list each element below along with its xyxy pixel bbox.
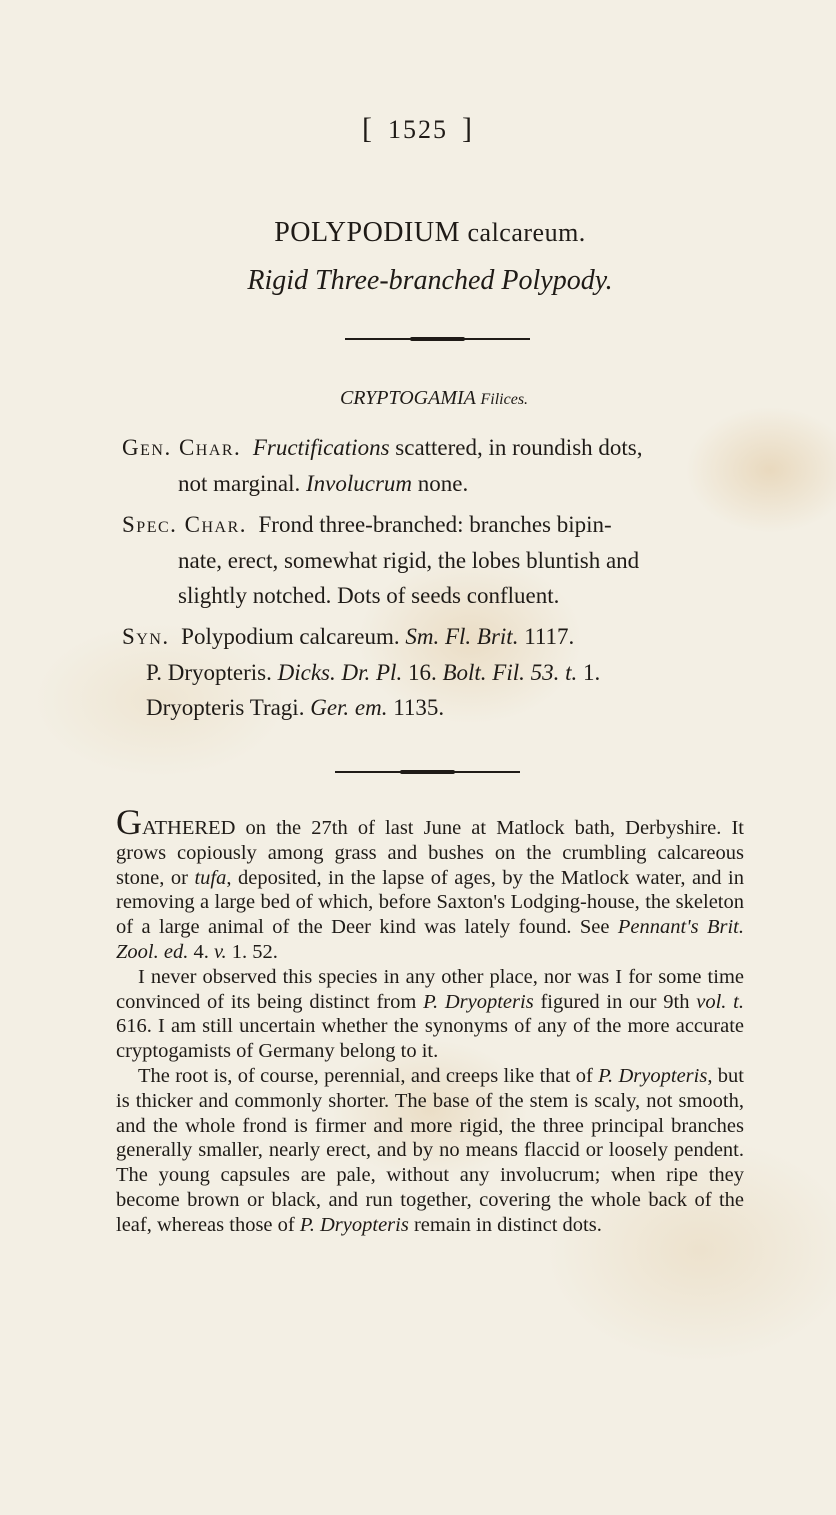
syn-num-1: 1117. xyxy=(518,624,575,649)
drop-cap: G xyxy=(116,802,142,842)
gen-char-term-2: Involucrum xyxy=(305,470,413,496)
syn-ref-2: Dicks. Dr. Pl. xyxy=(277,659,403,685)
syn-ref-3: Bolt. Fil. 53. t. xyxy=(442,659,578,685)
page-number xyxy=(0,112,836,146)
syn-name-1: Polypodium calcareum. xyxy=(181,624,406,649)
spec-char-line-2: nate, erect, somewhat rigid, the lobes bluntish and xyxy=(178,547,640,573)
p1-reference: Pennant's Brit. Zool. ed. xyxy=(116,916,744,963)
p2-text-c: 616. I am still uncertain whether the synonyms of any of the more accurate cryptogamists of Germany belong to it. xyxy=(116,1015,744,1063)
common-name: Rigid Three-branched Polypody. xyxy=(247,265,613,296)
gen-char-label: Gen. Char. xyxy=(122,435,242,460)
right-bracket: ] xyxy=(462,112,474,145)
description-text xyxy=(116,802,744,1238)
paragraph-2 xyxy=(116,965,744,1064)
p1-ref-v: v. xyxy=(213,940,227,963)
page-number-value: 1525 xyxy=(388,115,448,144)
paragraph-1 xyxy=(116,802,744,965)
class-name: CRYPTOGAMIA xyxy=(339,387,476,409)
gen-char-text-3: none. xyxy=(412,470,469,496)
syn-ref-4: Ger. em. xyxy=(310,695,388,720)
specific-character xyxy=(122,507,752,614)
genus-name: POLYPODIUM xyxy=(274,217,460,248)
p1-text-b: , deposited, in the lapse of ages, by the Matlock water, and in removing a large bed of which, before Saxton's Lodging-house, the skeleton of a large animal of the Deer kind was lately found. See xyxy=(116,866,744,939)
ornamental-rule-2 xyxy=(335,771,520,773)
p1-term-tufa: tufa xyxy=(194,866,227,889)
opening-word: ATHERED xyxy=(142,817,236,839)
p2-text-b: figured in our 9th xyxy=(533,990,697,1013)
p2-vol: vol. t. xyxy=(696,990,744,1013)
generic-character xyxy=(122,430,752,501)
p2-text-a: I never observed this species in any other place, nor was I for some time convinced of its being distinct from xyxy=(116,965,744,1013)
p3-text-a: The root is, of course, perennial, and creeps like that of xyxy=(138,1064,599,1087)
paragraph-3 xyxy=(116,1064,744,1238)
p3-species-2: P. Dryopteris xyxy=(299,1213,409,1236)
p3-text-c: remain in distinct dots. xyxy=(408,1213,602,1236)
syn-name-3: Dryopteris Tragi. xyxy=(146,695,311,720)
gen-char-text-2: not marginal. xyxy=(178,470,306,496)
p3-species-1: P. Dryopteris xyxy=(598,1064,708,1087)
syn-ref-1: Sm. Fl. Brit. xyxy=(405,624,519,649)
syn-name-2: P. Dryopteris. xyxy=(146,659,278,685)
p2-species: P. Dryopteris xyxy=(423,990,534,1013)
order-name: Filices. xyxy=(480,391,529,408)
p1-ref-num: 4. xyxy=(188,940,214,963)
syn-label: Syn. xyxy=(122,624,170,649)
page-title xyxy=(0,217,836,249)
spec-char-label: Spec. Char. xyxy=(122,512,248,537)
syn-num-2: 16. xyxy=(402,659,443,685)
p3-text-b: , but is thicker and commonly shorter. The base of the stem is scaly, not smooth, and the whole frond is firmer and more rigid, the three principal branches generally smaller, nearly erect, and by no means flaccid or loosely pendent. The young capsules are pale, without any involucrum; when ripe they become brown or black, and run together, covering the whole back of the leaf, whereas those of xyxy=(116,1064,744,1236)
gen-char-term: Fructifications xyxy=(252,435,390,460)
p1-ref-end: 1. 52. xyxy=(226,940,278,963)
ornamental-rule xyxy=(345,338,530,340)
classification-line xyxy=(0,387,836,410)
syn-num-4: 1135. xyxy=(387,695,445,720)
synonyms xyxy=(122,619,752,726)
syn-num-3: 1. xyxy=(577,659,601,685)
gen-char-text: scattered, in roundish dots, xyxy=(389,435,643,460)
p1-text-a: on the 27th of last June at Matlock bath, Derbyshire. It grows copiously among grass and bushes on the crumbling calcareous stone, or xyxy=(116,817,744,889)
species-epithet: calcareum. xyxy=(467,218,586,247)
left-bracket: [ xyxy=(362,112,374,145)
spec-char-line-1: Frond three-branched: branches bipin- xyxy=(258,512,612,537)
spec-char-line-3: slightly notched. Dots of seeds confluent. xyxy=(178,583,560,608)
